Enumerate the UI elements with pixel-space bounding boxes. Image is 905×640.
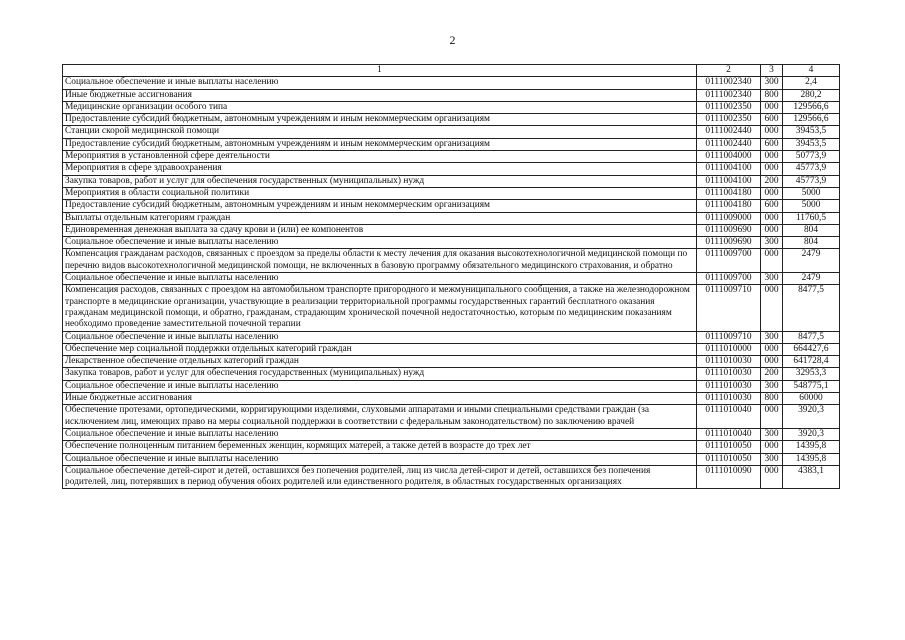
row-code: 0111010030 bbox=[697, 356, 761, 368]
row-name: Социальное обеспечение и иные выплаты населению bbox=[63, 331, 697, 343]
row-value: 14395,8 bbox=[783, 441, 840, 453]
row-type: 300 bbox=[761, 273, 783, 285]
page-number: 2 bbox=[449, 33, 456, 47]
row-value: 8477,5 bbox=[783, 331, 840, 343]
table-row bbox=[63, 405, 840, 429]
row-type: 800 bbox=[761, 393, 783, 405]
table-row bbox=[63, 380, 840, 392]
budget-table bbox=[62, 64, 840, 489]
row-code: 0111004100 bbox=[697, 163, 761, 175]
row-type: 000 bbox=[761, 212, 783, 224]
row-value: 45773,9 bbox=[783, 163, 840, 175]
row-name: Мероприятия в области социальной политики bbox=[63, 187, 697, 199]
table-row bbox=[63, 453, 840, 465]
row-value: 2,4 bbox=[783, 77, 840, 89]
table-row bbox=[63, 89, 840, 101]
row-name: Обеспечение мер социальной поддержки отдельных категорий граждан bbox=[63, 343, 697, 355]
row-type: 000 bbox=[761, 343, 783, 355]
header-col-4: 4 bbox=[783, 65, 840, 77]
row-type: 000 bbox=[761, 163, 783, 175]
table-row bbox=[63, 187, 840, 199]
row-name: Иные бюджетные ассигнования bbox=[63, 89, 697, 101]
row-type: 600 bbox=[761, 200, 783, 212]
row-value: 50773,9 bbox=[783, 151, 840, 163]
row-name: Обеспечение протезами, ортопедическими, корригирующими изделиями, слуховыми аппаратами и иными специальными средствами граждан (за исключением лиц, имеющих право на меры социальной поддержки в соответствии с федеральным законодательством) по заключению врачей bbox=[63, 405, 697, 429]
row-value: 2479 bbox=[783, 249, 840, 273]
row-code: 0111004180 bbox=[697, 200, 761, 212]
table-row bbox=[63, 126, 840, 138]
row-value: 5000 bbox=[783, 187, 840, 199]
row-code: 0111009700 bbox=[697, 249, 761, 273]
row-name: Компенсация расходов, связанных с проездом на автомобильном транспорте пригородного и межмуниципального сообщения, а также на железнодорожном транспорте в медицинские организации, участвующие в реализации территориальной программы государственных гарантий бесплатного оказания гражданам медицинской помощи, и обратно, гражданам, страдающим хронической почечной недостаточностью, которым по медицинским показаниям необходимо проведение заместительной почечной терапии bbox=[63, 285, 697, 331]
row-type: 200 bbox=[761, 368, 783, 380]
table-row bbox=[63, 368, 840, 380]
row-name: Социальное обеспечение и иные выплаты населению bbox=[63, 428, 697, 440]
row-type: 300 bbox=[761, 428, 783, 440]
row-name: Выплаты отдельным категориям граждан bbox=[63, 212, 697, 224]
row-value: 129566,6 bbox=[783, 101, 840, 113]
table-row bbox=[63, 101, 840, 113]
row-value: 641728,4 bbox=[783, 356, 840, 368]
header-col-3: 3 bbox=[761, 65, 783, 77]
row-code: 0111009690 bbox=[697, 224, 761, 236]
row-code: 0111009710 bbox=[697, 285, 761, 331]
row-code: 0111010030 bbox=[697, 393, 761, 405]
row-name: Иные бюджетные ассигнования bbox=[63, 393, 697, 405]
row-type: 800 bbox=[761, 89, 783, 101]
row-code: 0111010050 bbox=[697, 453, 761, 465]
row-type: 300 bbox=[761, 237, 783, 249]
row-name: Закупка товаров, работ и услуг для обеспечения государственных (муниципальных) нужд bbox=[63, 368, 697, 380]
row-name: Медицинские организации особого типа bbox=[63, 101, 697, 113]
row-name: Предоставление субсидий бюджетным, автономным учреждениям и иным некоммерческим организациям bbox=[63, 200, 697, 212]
table-row bbox=[63, 393, 840, 405]
table-row bbox=[63, 114, 840, 126]
row-type: 600 bbox=[761, 138, 783, 150]
table-row bbox=[63, 465, 840, 489]
row-name: Предоставление субсидий бюджетным, автономным учреждениям и иным некоммерческим организациям bbox=[63, 138, 697, 150]
row-value: 4383,1 bbox=[783, 465, 840, 489]
row-value: 3920,3 bbox=[783, 428, 840, 440]
header-col-2: 2 bbox=[697, 65, 761, 77]
row-value: 14395,8 bbox=[783, 453, 840, 465]
row-code: 0111004100 bbox=[697, 175, 761, 187]
row-code: 0111002440 bbox=[697, 126, 761, 138]
row-name: Социальное обеспечение и иные выплаты населению bbox=[63, 237, 697, 249]
row-type: 600 bbox=[761, 114, 783, 126]
row-name: Единовременная денежная выплата за сдачу крови и (или) ее компонентов bbox=[63, 224, 697, 236]
row-value: 39453,5 bbox=[783, 126, 840, 138]
table-row bbox=[63, 441, 840, 453]
row-value: 804 bbox=[783, 237, 840, 249]
row-type: 000 bbox=[761, 405, 783, 429]
row-type: 000 bbox=[761, 101, 783, 113]
row-type: 300 bbox=[761, 331, 783, 343]
table-row bbox=[63, 200, 840, 212]
row-type: 000 bbox=[761, 151, 783, 163]
row-name: Социальное обеспечение и иные выплаты населению bbox=[63, 273, 697, 285]
row-code: 0111010000 bbox=[697, 343, 761, 355]
row-code: 0111010030 bbox=[697, 380, 761, 392]
table-row bbox=[63, 356, 840, 368]
table-row bbox=[63, 343, 840, 355]
row-name: Социальное обеспечение и иные выплаты населению bbox=[63, 453, 697, 465]
row-name: Компенсация гражданам расходов, связанных с проездом за пределы области к месту лечения для оказания высокотехнологичной медицинской помощи по перечню видов высокотехнологичной медицинской помощи, не включенных в базовую программу обязательного медицинского страхования, и обратно bbox=[63, 249, 697, 273]
row-code: 0111004180 bbox=[697, 187, 761, 199]
row-name: Станции скорой медицинской помощи bbox=[63, 126, 697, 138]
row-name: Социальное обеспечение детей-сирот и детей, оставшихся без попечения родителей, лиц из числа детей-сирот и детей, оставшихся без попечения родителей, лиц, потерявших в период обучения обоих родителей или единственного родителя, в областных государственных организациях bbox=[63, 465, 697, 489]
row-code: 0111009710 bbox=[697, 331, 761, 343]
table-row bbox=[63, 175, 840, 187]
row-code: 0111009700 bbox=[697, 273, 761, 285]
row-type: 000 bbox=[761, 356, 783, 368]
row-code: 0111004000 bbox=[697, 151, 761, 163]
row-value: 32953,3 bbox=[783, 368, 840, 380]
row-name: Мероприятия в установленной сфере деятельности bbox=[63, 151, 697, 163]
row-value: 664427,6 bbox=[783, 343, 840, 355]
row-value: 60000 bbox=[783, 393, 840, 405]
row-code: 0111009000 bbox=[697, 212, 761, 224]
row-type: 300 bbox=[761, 453, 783, 465]
row-name: Предоставление субсидий бюджетным, автономным учреждениям и иным некоммерческим организациям bbox=[63, 114, 697, 126]
row-value: 3920,3 bbox=[783, 405, 840, 429]
row-code: 0111010090 bbox=[697, 465, 761, 489]
row-code: 0111010040 bbox=[697, 405, 761, 429]
row-value: 8477,5 bbox=[783, 285, 840, 331]
table-row bbox=[63, 428, 840, 440]
row-type: 000 bbox=[761, 465, 783, 489]
row-value: 129566,6 bbox=[783, 114, 840, 126]
row-type: 000 bbox=[761, 126, 783, 138]
row-type: 000 bbox=[761, 249, 783, 273]
row-value: 11760,5 bbox=[783, 212, 840, 224]
table-row bbox=[63, 163, 840, 175]
table-row bbox=[63, 273, 840, 285]
table-row bbox=[63, 237, 840, 249]
row-type: 000 bbox=[761, 187, 783, 199]
row-code: 0111002340 bbox=[697, 77, 761, 89]
row-type: 300 bbox=[761, 380, 783, 392]
header-col-1: 1 bbox=[63, 65, 697, 77]
table-row bbox=[63, 224, 840, 236]
row-value: 280,2 bbox=[783, 89, 840, 101]
row-value: 45773,9 bbox=[783, 175, 840, 187]
row-code: 0111009690 bbox=[697, 237, 761, 249]
table-row bbox=[63, 138, 840, 150]
table-row bbox=[63, 212, 840, 224]
table-row bbox=[63, 249, 840, 273]
row-code: 0111002440 bbox=[697, 138, 761, 150]
row-code: 0111002350 bbox=[697, 114, 761, 126]
table-row bbox=[63, 151, 840, 163]
row-code: 0111010040 bbox=[697, 428, 761, 440]
row-code: 0111010050 bbox=[697, 441, 761, 453]
row-value: 2479 bbox=[783, 273, 840, 285]
table-row bbox=[63, 285, 840, 331]
table-header-row bbox=[63, 65, 840, 77]
row-type: 000 bbox=[761, 441, 783, 453]
row-name: Лекарственное обеспечение отдельных категорий граждан bbox=[63, 356, 697, 368]
row-type: 000 bbox=[761, 285, 783, 331]
row-name: Социальное обеспечение и иные выплаты населению bbox=[63, 380, 697, 392]
table-row bbox=[63, 77, 840, 89]
row-type: 200 bbox=[761, 175, 783, 187]
row-code: 0111002350 bbox=[697, 101, 761, 113]
table-row bbox=[63, 331, 840, 343]
row-value: 548775,1 bbox=[783, 380, 840, 392]
row-name: Закупка товаров, работ и услуг для обеспечения государственных (муниципальных) нужд bbox=[63, 175, 697, 187]
row-code: 0111002340 bbox=[697, 89, 761, 101]
row-name: Обеспечение полноценным питанием беременных женщин, кормящих матерей, а также детей в возрасте до трех лет bbox=[63, 441, 697, 453]
row-value: 804 bbox=[783, 224, 840, 236]
row-code: 0111010030 bbox=[697, 368, 761, 380]
row-type: 300 bbox=[761, 77, 783, 89]
row-name: Мероприятия в сфере здравоохранения bbox=[63, 163, 697, 175]
row-value: 5000 bbox=[783, 200, 840, 212]
row-type: 000 bbox=[761, 224, 783, 236]
row-name: Социальное обеспечение и иные выплаты населению bbox=[63, 77, 697, 89]
row-value: 39453,5 bbox=[783, 138, 840, 150]
